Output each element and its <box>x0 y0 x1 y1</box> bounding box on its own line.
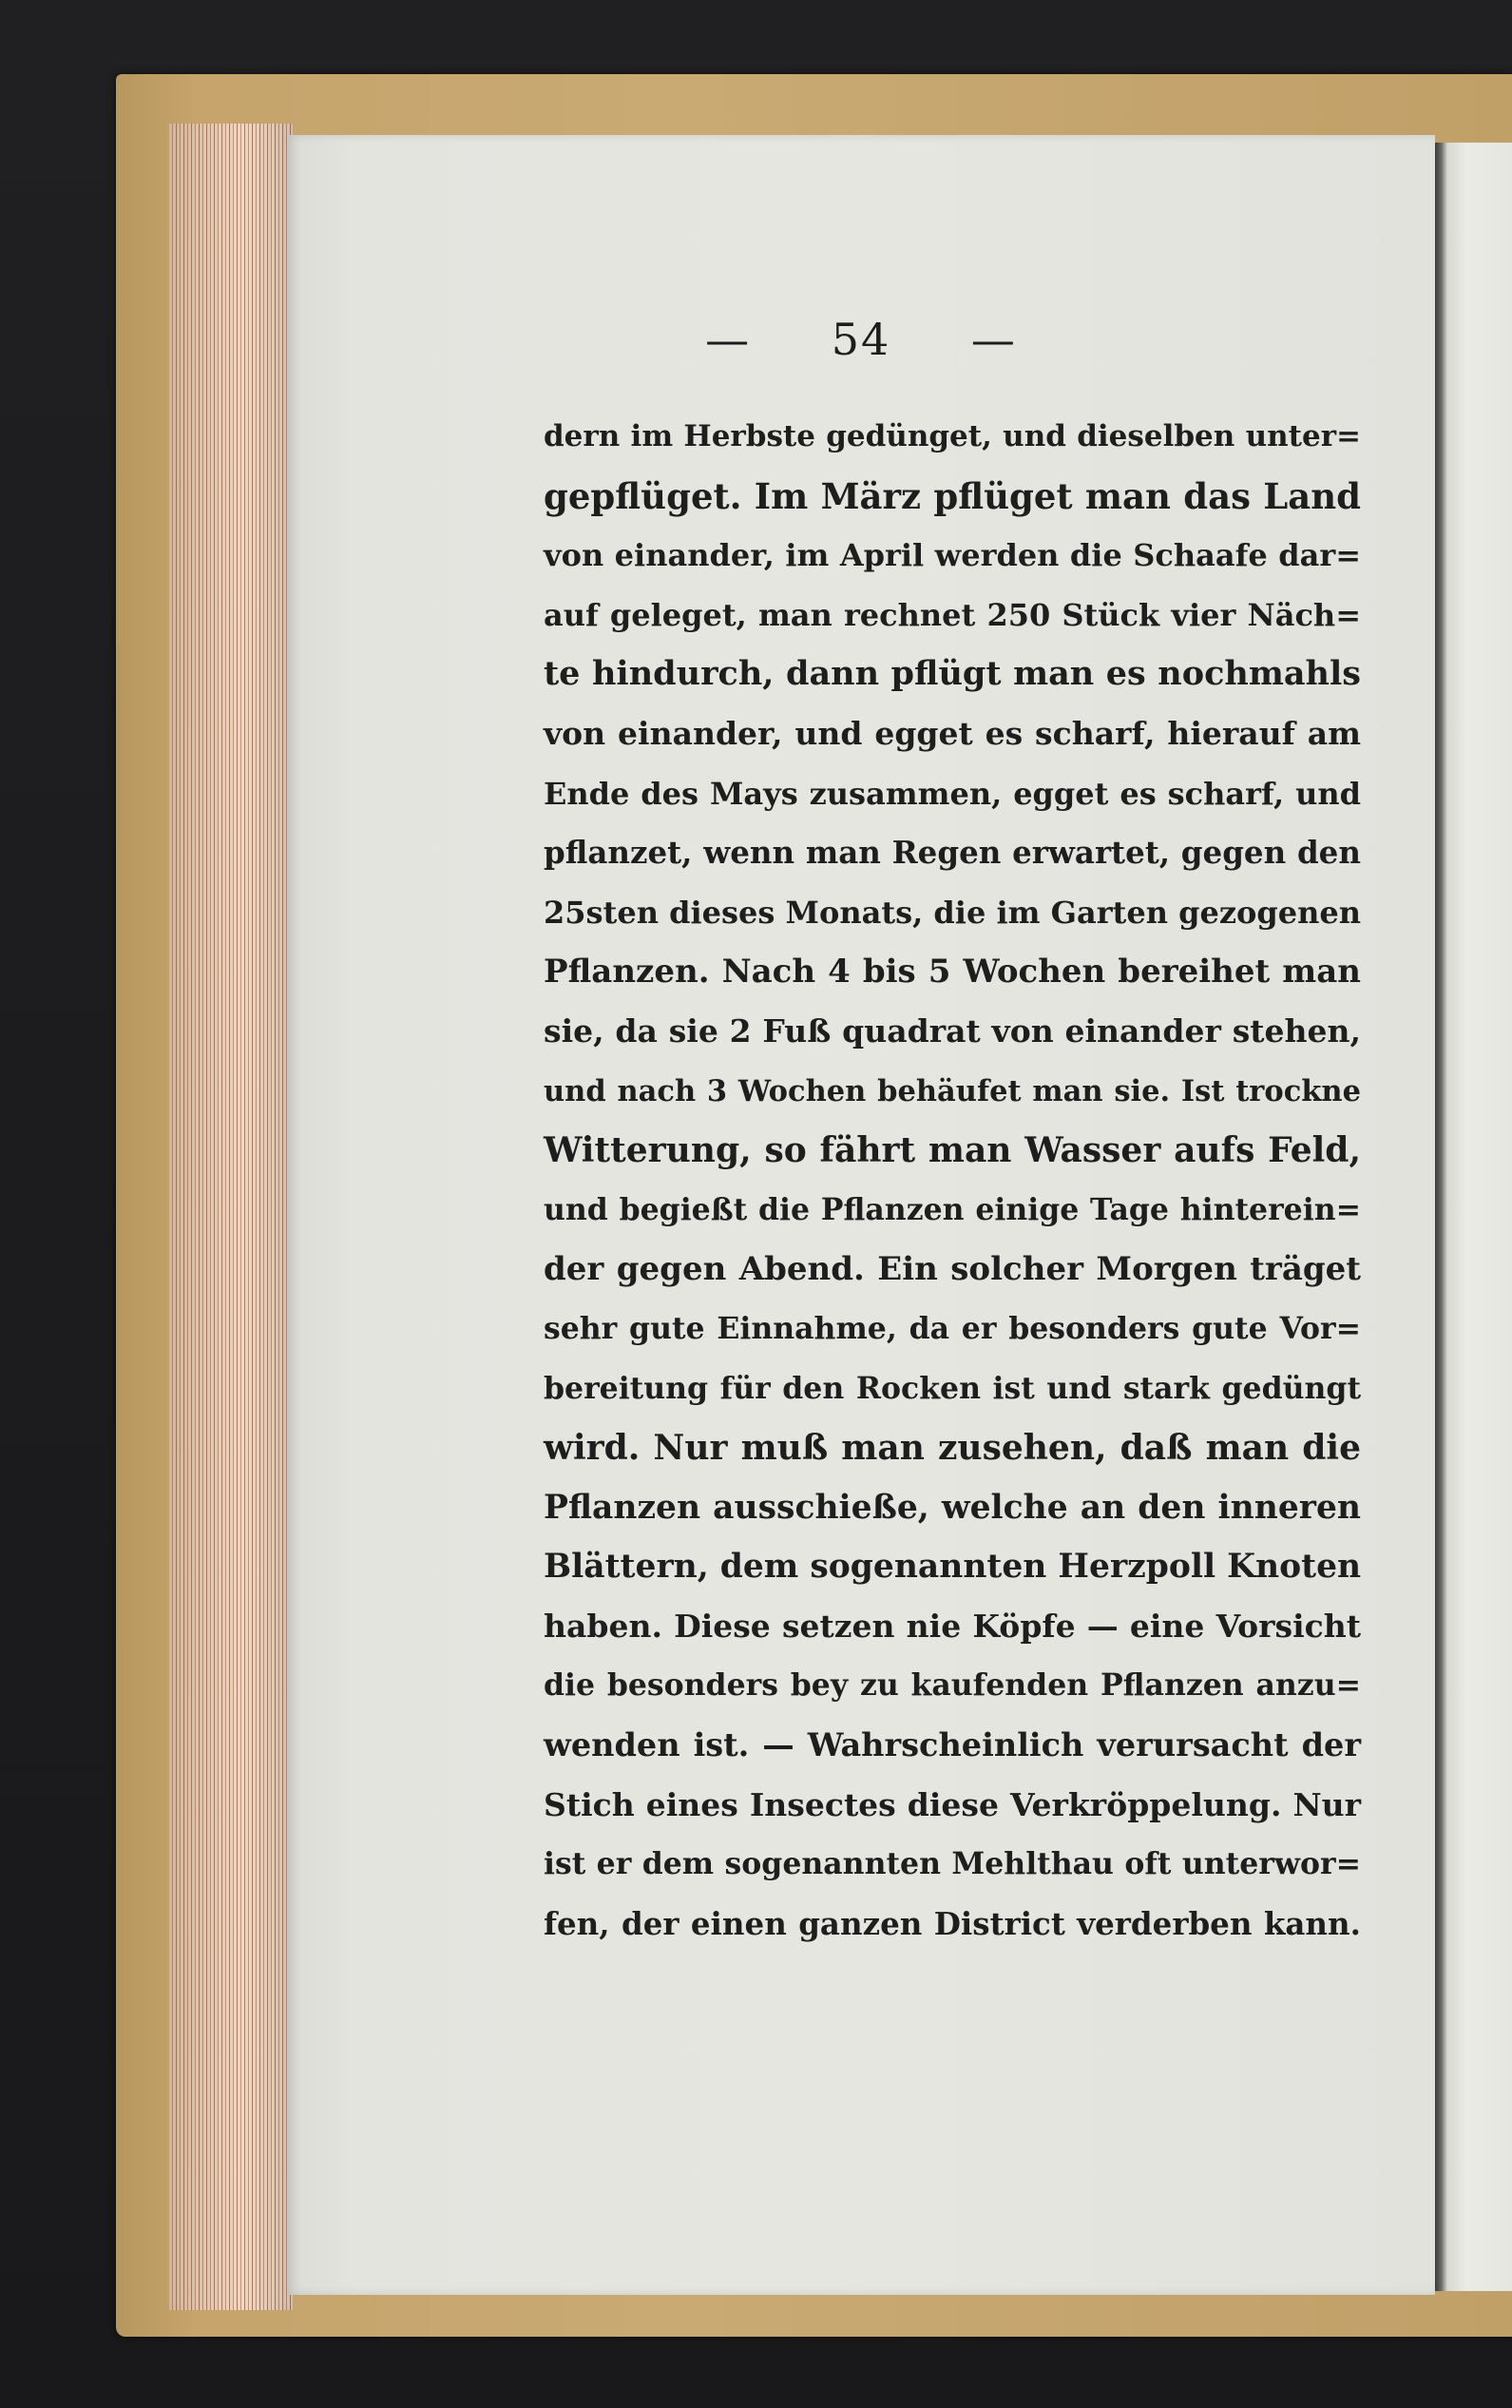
text-line: wird. Nur muß man zusehen, daß man die <box>544 1428 1361 1469</box>
text-line: der gegen Abend. Ein solcher Morgen träget <box>544 1250 1361 1289</box>
text-line: von einander, und egget es scharf, hierauf am <box>544 714 1361 752</box>
text-line: Ende des Mays zusammen, egget es scharf, und <box>544 775 1361 812</box>
text-line: te hindurch, dann pflügt man es nochmahls <box>544 654 1361 694</box>
text-line: Witterung, so fährt man Wasser aufs Feld, <box>544 1130 1361 1171</box>
text-line: Pflanzen ausschieße, welche an den inneren <box>544 1488 1361 1527</box>
text-line: wenden ist. — Wahrscheinlich verursacht der <box>544 1726 1361 1764</box>
header-right-dash: — <box>970 314 1017 365</box>
text-line: bereitung für den Rocken ist und stark gedüngt <box>544 1370 1361 1406</box>
text-line: sehr gute Einnahme, da er besonders gute Vor= <box>544 1310 1361 1346</box>
text-line: und nach 3 Wochen behäufet man sie. Ist trockne <box>544 1073 1361 1108</box>
text-line: dern im Herbste gedünget, und dieselben unter= <box>544 419 1361 453</box>
page-header <box>287 314 1435 365</box>
text-line: Blättern, dem sogenannten Herzpoll Knoten <box>544 1548 1362 1587</box>
text-line: pflanzet, wenn man Regen erwartet, gegen den <box>544 834 1361 872</box>
text-line: ist er dem sogenannten Mehlthau oft unterwor= <box>544 1846 1361 1882</box>
text-line: auf geleget, man rechnet 250 Stück vier Näch= <box>544 596 1361 633</box>
page-number: 54 <box>831 314 891 365</box>
text-line: die besonders bey zu kaufenden Pflanzen anzu= <box>544 1667 1361 1704</box>
text-line: 25sten dieses Monats, die im Garten gezogenen <box>544 894 1361 931</box>
text-line: Stich eines Insectes diese Verkröppelung. Nur <box>544 1785 1361 1823</box>
text-line: und begießt die Pflanzen einige Tage hinterein= <box>544 1191 1361 1227</box>
header-left-dash: — <box>705 314 752 365</box>
text-line: haben. Diese setzen nie Köpfe — eine Vorsicht <box>544 1607 1361 1645</box>
text-line: von einander, im April werden die Schaafe dar= <box>544 537 1361 574</box>
text-line: gepflüget. Im März pflüget man das Land <box>544 474 1361 517</box>
text-line: sie, da sie 2 Fuß quadrat von einander stehen, <box>544 1011 1361 1050</box>
next-page-edge <box>1435 143 1512 2291</box>
page-edges-shade <box>169 124 293 2310</box>
body-text <box>544 407 1361 1954</box>
text-line: fen, der einen ganzen District verderben kann. <box>544 1904 1361 1942</box>
text-line: Pflanzen. Nach 4 bis 5 Wochen bereihet man <box>544 953 1361 992</box>
